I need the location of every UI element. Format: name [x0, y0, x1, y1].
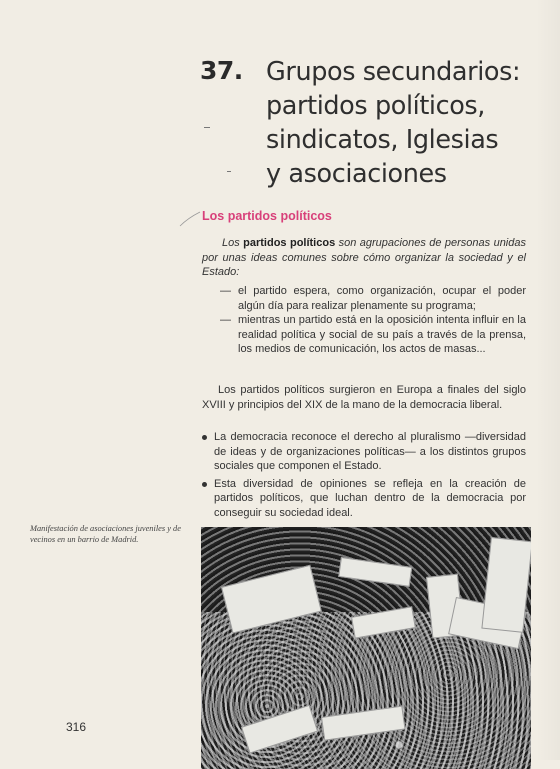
intro-term: partidos políticos — [243, 237, 336, 249]
list-item-text: el partido espera, como organización, ocupar el poder algún día para realizar plenamente su programa; — [238, 285, 526, 312]
list-item — [202, 430, 526, 474]
protest-banner — [338, 557, 412, 587]
chapter-title-line: y asociaciones — [266, 159, 447, 189]
section-heading: Los partidos políticos — [202, 209, 332, 223]
list-item-text: mientras un partido está en la oposición intenta influir en la realidad política y social de su país a través de la prensa, los medios de comunicación, los actos de masas... — [238, 314, 526, 356]
history-paragraph: Los partidos políticos surgieron en Europa a finales del siglo XVIII y principios del XIX de la mano de la democracia liberal. — [202, 384, 526, 411]
intro-text: son agrupaciones de personas unidas por unas ideas comunes sobre cómo organizar la sociedad y el Estado: — [202, 237, 526, 279]
chapter-title-line: partidos políticos, — [266, 91, 486, 121]
margin-mark — [227, 171, 231, 172]
list-item-text: Esta diversidad de opiniones se refleja en la creación de partidos políticos, que luchan dentro de la democracia por conseguir su sociedad ideal. — [214, 477, 526, 519]
page-shadow — [536, 0, 560, 760]
dash-marker: — — [220, 285, 231, 297]
chapter-title — [266, 55, 556, 191]
list-item-text: La democracia reconoce el derecho al pluralismo —diversidad de ideas y de organizaciones políticas— a los distintos grupos sociales que componen el Estado. — [214, 431, 526, 473]
figure-caption: Manifestación de asociaciones juveniles y de vecinos en un barrio de Madrid. — [30, 524, 181, 544]
dash-list — [220, 284, 526, 357]
demonstration-photo — [201, 527, 531, 769]
chapter-title-line: Grupos secundarios: — [266, 57, 521, 87]
bullet-icon — [202, 435, 207, 440]
intro-paragraph — [202, 236, 526, 280]
protest-banner — [481, 537, 531, 633]
chapter-number: 37. — [200, 56, 243, 85]
intro-text: Los — [222, 237, 244, 249]
list-item — [202, 477, 526, 521]
chapter-title-line: sindicatos, Iglesias — [266, 125, 499, 155]
margin-mark — [204, 127, 210, 128]
page-number: 316 — [66, 720, 87, 734]
bullet-icon — [202, 482, 207, 487]
list-item — [220, 313, 526, 357]
bullet-list — [202, 430, 526, 524]
dash-marker: — — [220, 314, 231, 327]
pencil-mark-icon — [178, 210, 202, 228]
list-item — [220, 284, 526, 313]
